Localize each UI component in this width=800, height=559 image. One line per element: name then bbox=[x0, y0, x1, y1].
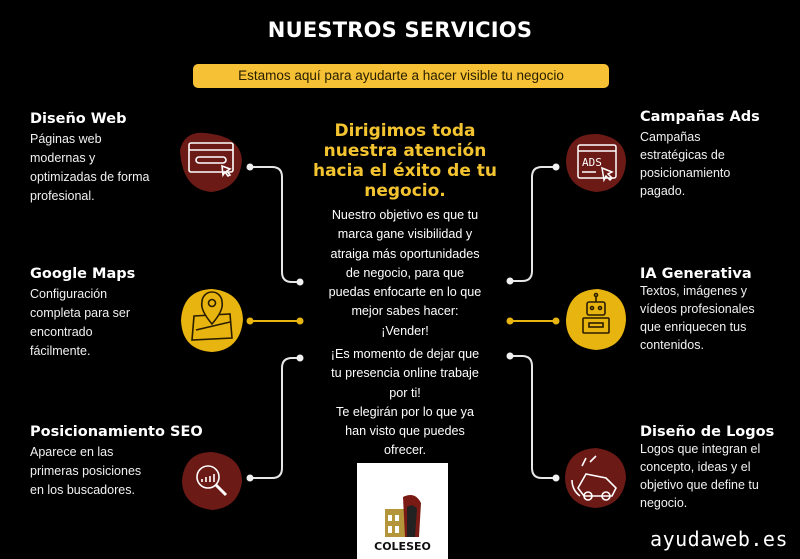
service-title: Campañas Ads bbox=[640, 109, 760, 125]
center-body-cta: ¡Es momento de dejar que tu presencia online trabaje por ti! Te elegirán por lo que ya han visto que puedes ofrecer. bbox=[330, 347, 480, 458]
service-description: Logos que integran el concepto, ideas y el objetivo que define tu negocio. bbox=[640, 442, 761, 510]
service-description: Campañas estratégicas de posicionamiento pagado. bbox=[640, 130, 731, 198]
service-google-maps bbox=[30, 266, 135, 361]
coleseo-logo bbox=[357, 463, 448, 559]
service-description: Configuración completa para ser encontrado fácilmente. bbox=[30, 287, 131, 358]
center-heading: Dirigimos toda nuestra atención hacia el éxito de tu negocio. bbox=[312, 121, 498, 201]
center-body-objective: Nuestro objetivo es que tu marca gane visibilidad y atraiga más oportunidades de negocio, para que puedas enfocarte en lo que mejor sabes hacer: ¡Vender! bbox=[328, 208, 482, 338]
service-description: Páginas web modernas y optimizadas de forma profesional. bbox=[30, 132, 150, 203]
connector-seo bbox=[250, 358, 300, 478]
connector-diseno-web bbox=[250, 167, 300, 282]
watermark: ayudaweb.es bbox=[650, 527, 788, 551]
service-title: Posicionamiento SEO bbox=[30, 424, 203, 440]
browser-cursor-icon bbox=[180, 133, 242, 192]
service-title: Diseño Web bbox=[30, 111, 127, 127]
service-diseno-web bbox=[30, 111, 150, 206]
connector-ads bbox=[510, 167, 556, 281]
map-pin-icon bbox=[181, 289, 243, 352]
service-ia-generativa bbox=[640, 266, 755, 354]
service-diseno-logos bbox=[640, 424, 774, 512]
ads-icon-text: ADS bbox=[582, 156, 602, 169]
service-description: Textos, imágenes y vídeos profesionales que enriquecen tus contenidos. bbox=[640, 284, 755, 352]
service-campanas-ads bbox=[640, 109, 760, 200]
service-description: Aparece en las primeras posiciones en los buscadores. bbox=[30, 445, 142, 497]
connector-logos bbox=[510, 356, 556, 478]
robot-icon bbox=[566, 289, 626, 350]
service-seo bbox=[30, 424, 203, 500]
service-title: Diseño de Logos bbox=[640, 424, 775, 440]
service-title: IA Generativa bbox=[640, 266, 752, 282]
logo-text: COLESEO bbox=[374, 540, 431, 553]
logo-design-icon bbox=[565, 448, 626, 508]
ads-browser-icon bbox=[566, 134, 626, 192]
page-title: NUESTROS SERVICIOS bbox=[267, 18, 533, 42]
service-title: Google Maps bbox=[30, 266, 136, 282]
subtitle-banner: Estamos aquí para ayudarte a hacer visible tu negocio bbox=[193, 64, 609, 88]
